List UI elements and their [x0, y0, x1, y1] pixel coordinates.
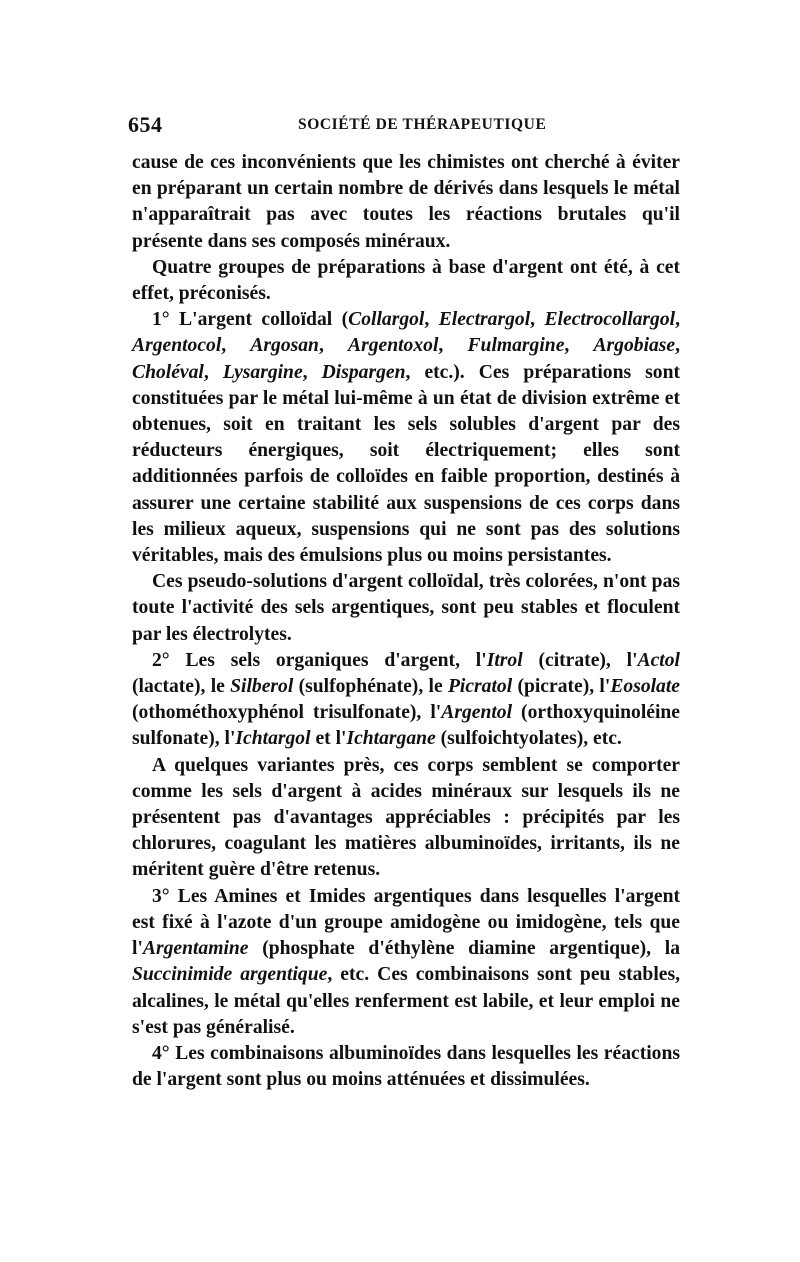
italic-term: Argosan: [250, 335, 319, 357]
body-text: [132, 150, 680, 1093]
text-run: ,: [675, 309, 681, 331]
text-run: ,: [564, 335, 594, 357]
italic-term: Fulmargine: [467, 335, 565, 357]
text-run: ,: [675, 335, 681, 357]
page-number: 654: [128, 112, 163, 137]
running-head: SOCIÉTÉ DE THÉRAPEUTIQUE: [298, 116, 547, 133]
text-run: (othométhoxyphénol trisulfonate), l': [132, 702, 442, 724]
paragraph-6: [132, 753, 680, 884]
text-run: ,: [424, 309, 439, 331]
page-header: [128, 112, 684, 142]
text-run: et l': [310, 728, 347, 750]
text-run: 3° Les Amines et Imides argentiques dans lesquelles l'argent est fixé à l'azote d'un groupe amidogène ou imidogène, tels que l': [132, 885, 680, 960]
text-run: ,: [302, 361, 322, 383]
text-run: ,: [318, 335, 349, 357]
text-run: (orthoxyquinoléine sulfonate), l': [132, 702, 681, 750]
paragraph-1: [132, 150, 680, 255]
italic-term: Succinimide argentique: [132, 964, 328, 986]
italic-term: Collargol: [348, 309, 425, 331]
italic-term: Eosolate: [610, 676, 680, 698]
italic-term: Ichtargol: [235, 728, 311, 750]
text-run: ,: [221, 335, 251, 357]
text-run: ,: [530, 309, 545, 331]
text-run: 2° Les sels organiques d'argent, l': [152, 649, 487, 671]
text-run: (sulfophénate), le: [293, 676, 448, 698]
paragraph-8: [132, 1041, 680, 1093]
italic-term: Argentocol: [132, 335, 222, 357]
italic-term: Picratol: [447, 676, 513, 698]
italic-term: Dispargen: [321, 361, 406, 383]
italic-term: Electrargol: [438, 309, 531, 331]
text-run: (citrate), l': [522, 649, 638, 671]
paragraph-7: [132, 884, 680, 1041]
text-run: cause de ces inconvénients que les chimistes ont cherché à éviter en préparant un certain nombre de dérivés dans lesquels le métal n'apparaîtrait pas avec toutes les réactions brutales qu'il présente dans ses composés minéraux.: [132, 152, 680, 252]
text-run: ,: [438, 335, 468, 357]
text-run: A quelques variantes près, ces corps semblent se comporter comme les sels d'argent à acides minéraux sur lesquels ils ne présentent pas d'avantages appréciables : précipités par les chlorures, coagulant les matières albuminoïdes, irritants, ils ne méritent guère d'être retenus.: [132, 754, 680, 881]
italic-term: Itrol: [486, 649, 523, 671]
text-run: Ces pseudo-solutions d'argent colloïdal, très colorées, n'ont pas toute l'activité des sels argentiques, sont peu stables et floculent par les électrolytes.: [132, 571, 680, 645]
text-run: ,: [203, 361, 223, 383]
paragraph-5: [132, 648, 680, 753]
italic-term: Lysargine: [222, 361, 303, 383]
text-run: (lactate), le: [132, 676, 231, 698]
text-run: (phosphate d'éthylène diamine argentique), la: [248, 938, 680, 960]
text-run: (picrate), l': [512, 676, 611, 698]
italic-term: Actol: [637, 649, 680, 671]
paragraph-2: [132, 255, 680, 307]
paragraph-3: [132, 307, 680, 569]
text-run: , etc. Ces combinaisons sont peu stables, alcalines, le métal qu'elles renferment est labile, et leur emploi ne s'est pas généralisé.: [132, 964, 680, 1038]
italic-term: Electrocollargol: [544, 309, 676, 331]
text-run: , etc.). Ces préparations sont constituées par le métal lui-même à un état de division extrême et obtenues, soit en traitant les sels solubles d'argent par des réducteurs énergiques, soit électriquement; elles sont additionnées parfois de colloïdes en faible proportion, destinés à assurer une certaine stabilité aux suspensions de ces corps dans les milieux aqueux, suspensions qui ne sont pas des solutions véritables, mais des émulsions plus ou moins persistantes.: [132, 361, 681, 567]
italic-term: Argobiase: [593, 335, 676, 357]
text-run: 4° Les combinaisons albuminoïdes dans lesquelles les réactions de l'argent sont plus ou moins atténuées et dissimulées.: [132, 1042, 680, 1091]
italic-term: Choléval: [132, 361, 204, 383]
italic-term: Ichtargane: [346, 728, 436, 750]
text-run: Quatre groupes de préparations à base d'argent ont été, à cet effet, préconisés.: [132, 256, 680, 305]
italic-term: Argentamine: [142, 938, 249, 960]
italic-term: Argentoxol: [348, 335, 439, 357]
text-run: (sulfoichtyolates), etc.: [435, 728, 622, 750]
italic-term: Silberol: [230, 676, 294, 698]
text-run: 1° L'argent colloïdal (: [152, 309, 349, 331]
italic-term: Argentol: [441, 702, 513, 724]
paragraph-4: [132, 569, 680, 648]
